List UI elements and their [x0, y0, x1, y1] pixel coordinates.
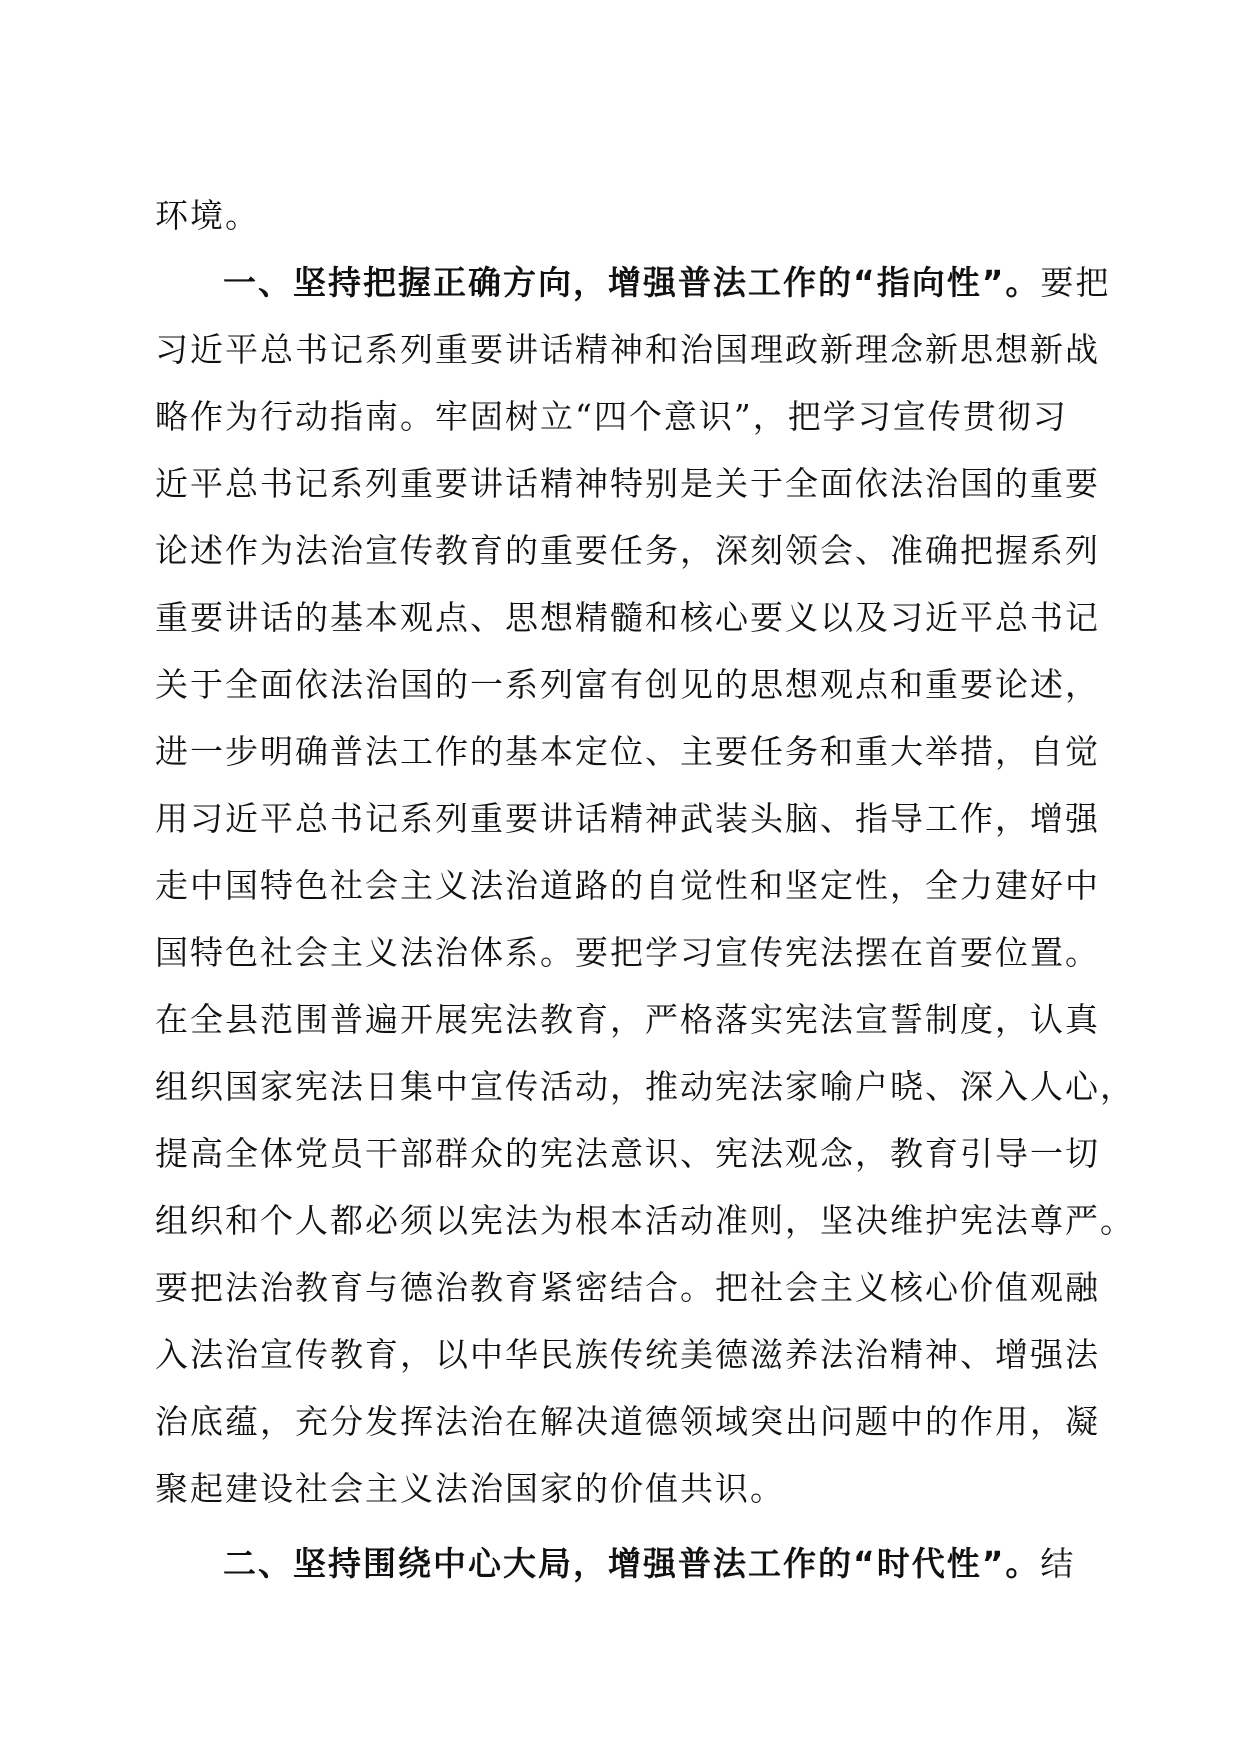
text-line: 要把法治教育与德治教育紧密结合。把社会主义核心价值观融: [155, 1268, 1100, 1307]
text-line: 入法治宣传教育，以中华民族传统美德滋养法治精神、增强法: [155, 1335, 1100, 1374]
text-line: 环境。: [155, 196, 260, 235]
text-line: 组织和个人都必须以宪法为根本活动准则，坚决维护宪法尊严。: [155, 1201, 1135, 1240]
text-line: 组织国家宪法日集中宣传活动，推动宪法家喻户晓、深入人心，: [155, 1067, 1135, 1106]
text-line: 进一步明确普法工作的基本定位、主要任务和重大举措，自觉: [155, 732, 1100, 771]
text-line: 用习近平总书记系列重要讲话精神武装头脑、指导工作，增强: [155, 799, 1100, 838]
text-line: 论述作为法治宣传教育的重要任务，深刻领会、准确把握系列: [155, 531, 1100, 570]
text-line: 近平总书记系列重要讲话精神特别是关于全面依法治国的重要: [155, 464, 1100, 503]
text-line: 关于全面依法治国的一系列富有创见的思想观点和重要论述，: [155, 665, 1100, 704]
text-fragment: 要把: [1040, 263, 1111, 302]
text-line: 略作为行动指南。牢固树立“四个意识”，把学习宣传贯彻习: [155, 397, 1068, 436]
text-fragment: 结: [1040, 1544, 1076, 1583]
section-one-line: [155, 249, 1111, 316]
text-line: 在全县范围普遍开展宪法教育，严格落实宪法宣誓制度，认真: [155, 1000, 1100, 1039]
text-line: 国特色社会主义法治体系。要把学习宣传宪法摆在首要位置。: [155, 933, 1100, 972]
text-line: 走中国特色社会主义法治道路的自觉性和坚定性，全力建好中: [155, 866, 1100, 905]
text-line: 聚起建设社会主义法治国家的价值共识。: [155, 1469, 785, 1508]
text-line: 提高全体党员干部群众的宪法意识、宪法观念，教育引导一切: [155, 1134, 1100, 1173]
section-two-line: [155, 1530, 1085, 1597]
section-two-heading: 二、坚持围绕中心大局，增强普法工作的“时代性”。: [223, 1544, 1041, 1583]
section-one-heading: 一、坚持把握正确方向，增强普法工作的“指向性”。: [223, 263, 1041, 302]
text-line: 重要讲话的基本观点、思想精髓和核心要义以及习近平总书记: [155, 598, 1100, 637]
text-line: 习近平总书记系列重要讲话精神和治国理政新理念新思想新战: [155, 330, 1100, 369]
text-line: 治底蕴，充分发挥法治在解决道德领域突出问题中的作用，凝: [155, 1402, 1100, 1441]
document-body: [155, 182, 1135, 1597]
